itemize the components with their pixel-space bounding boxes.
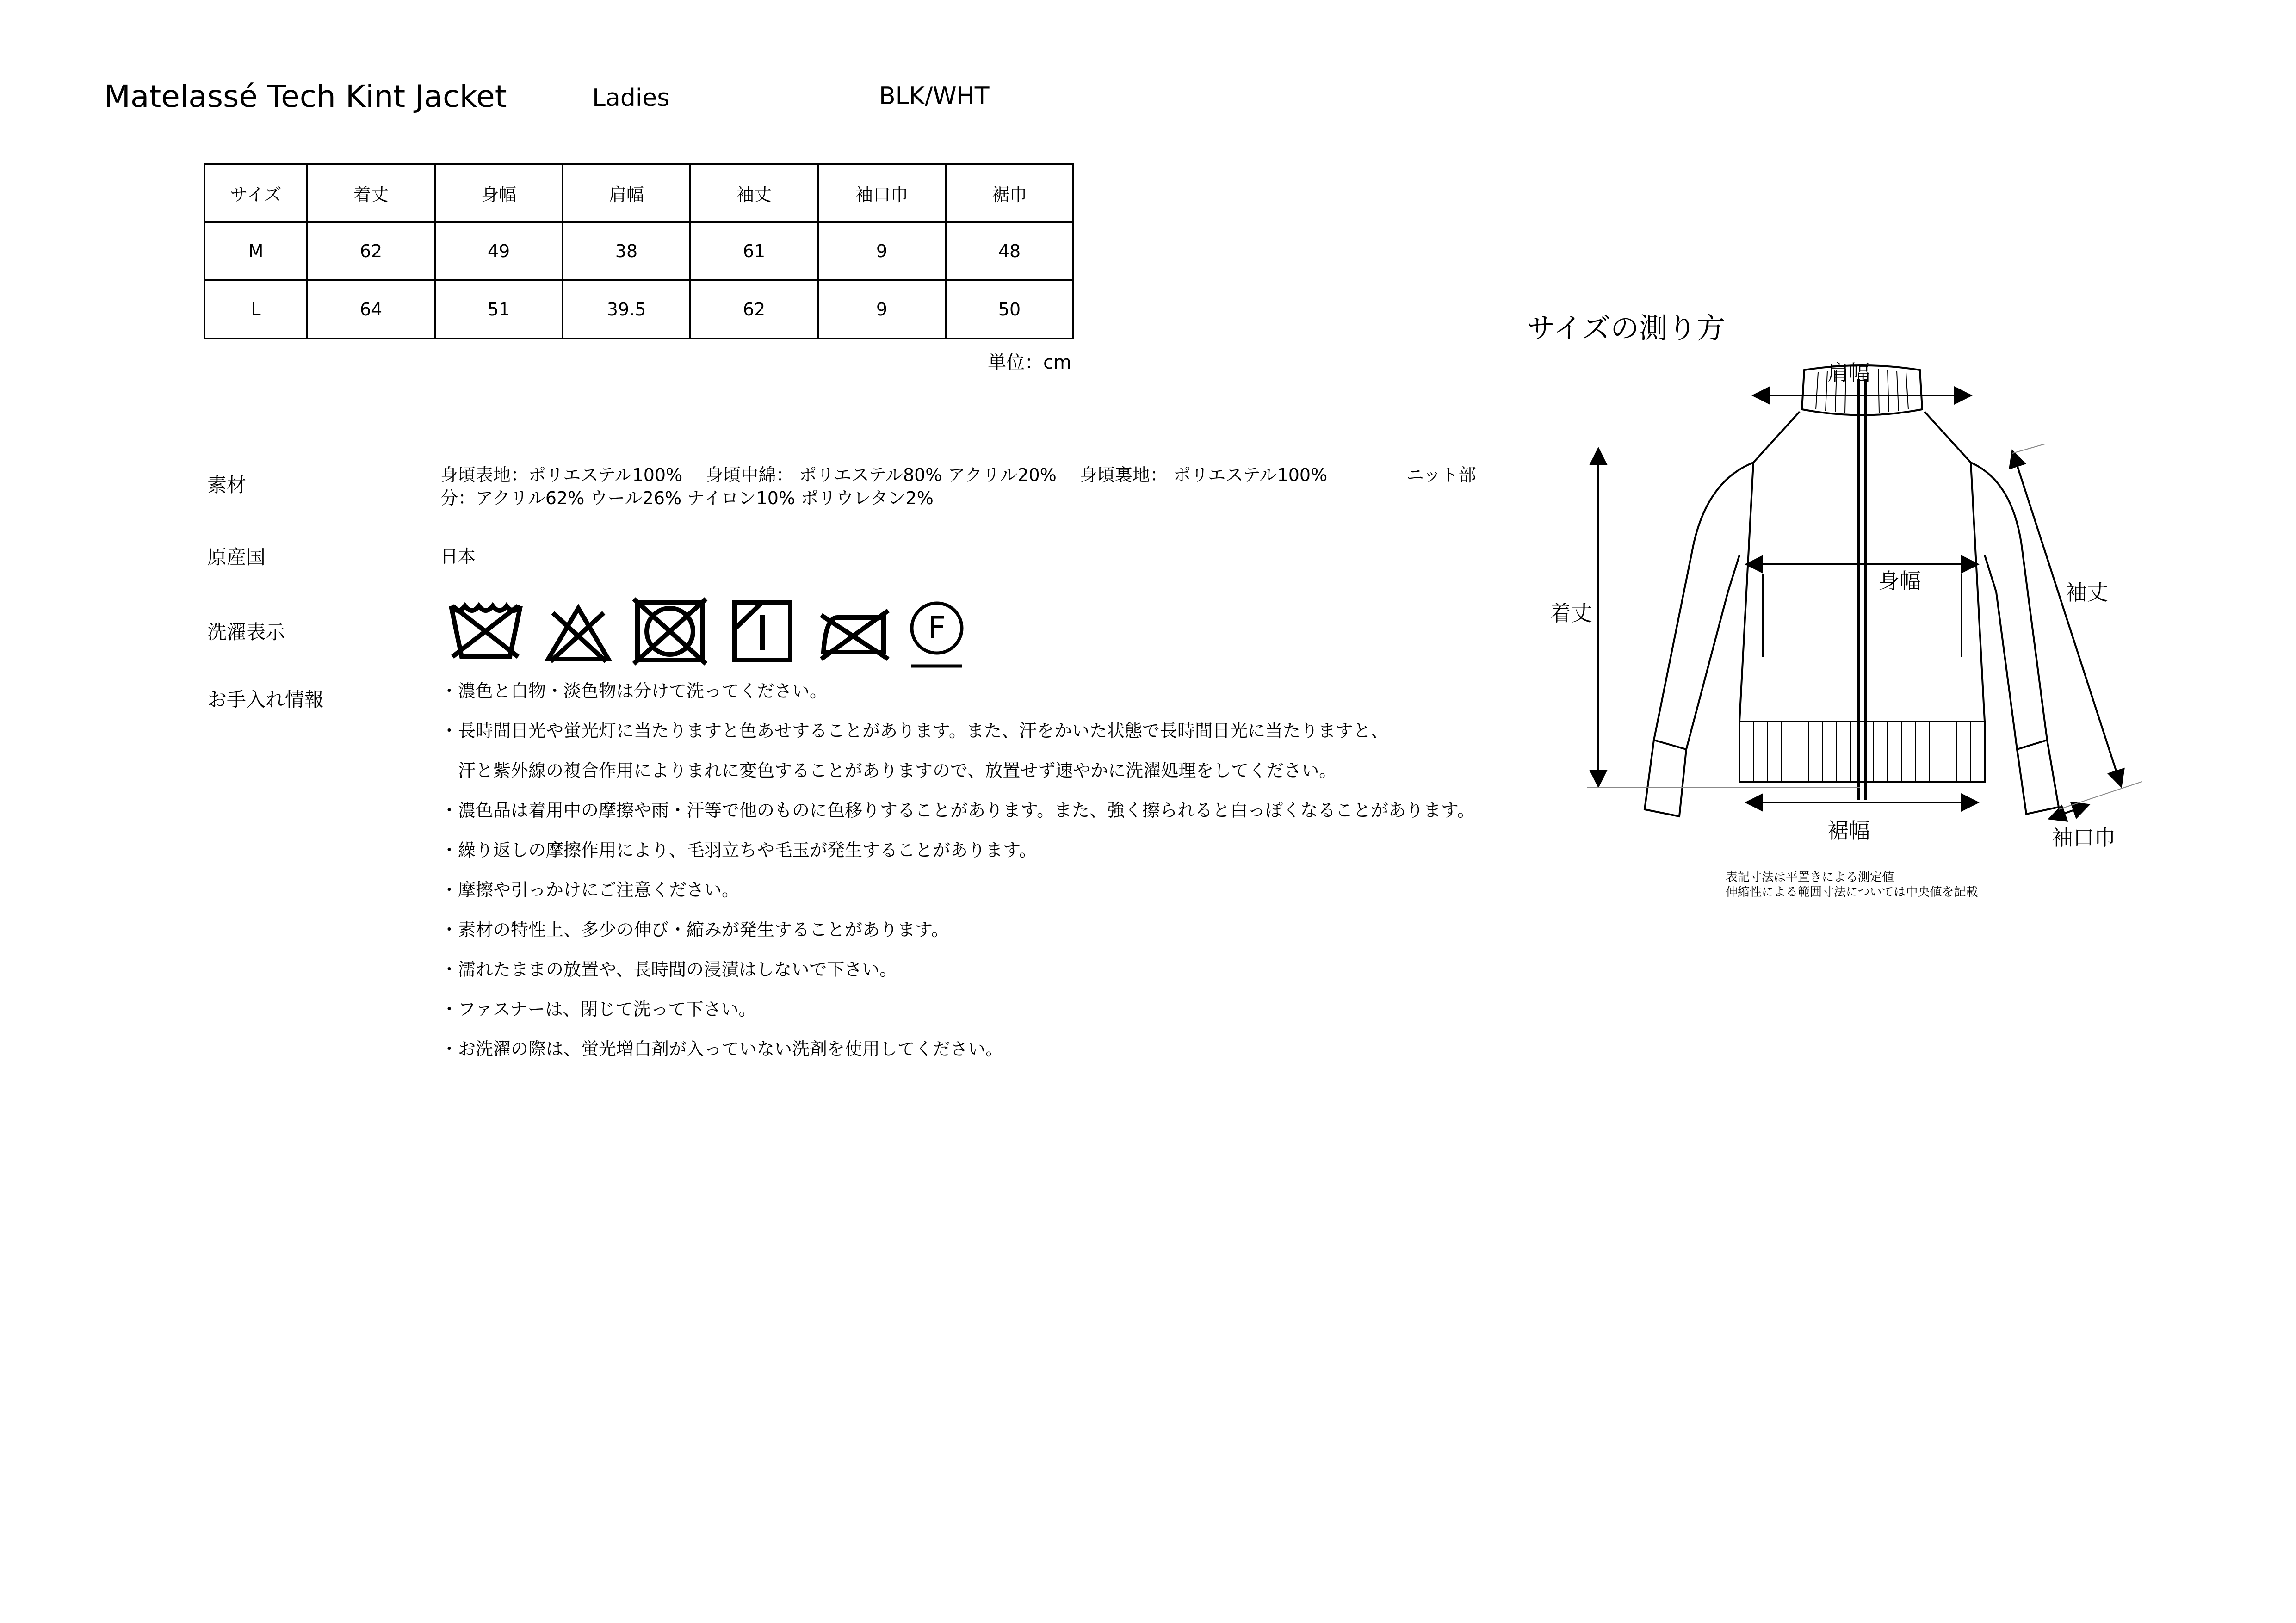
measure-note-2: 伸縮性による範囲寸法については中央値を記載 [1726, 885, 1978, 899]
material-line-2: 分：アクリル62% ウール26% ナイロン10% ポリウレタン2% [440, 488, 934, 508]
wash-symbols [449, 597, 976, 671]
table-cell: 48 [946, 222, 1073, 280]
drip-dry-icon [735, 602, 790, 660]
jacket-outline-icon [1645, 365, 2059, 816]
header-cell: 身幅 [435, 164, 563, 222]
list-item: ・濃色と白物・淡色物は分けて洗ってください。 [440, 681, 828, 701]
measure-note-1: 表記寸法は平置きによる測定値 [1726, 870, 1894, 884]
diagram-title: サイズの測り方 [1527, 311, 1726, 345]
product-title: Matelassé Tech Kint Jacket [104, 79, 507, 114]
material-line-1: 身頃表地：ポリエステル100% 身頃中綿： ポリエステル80% アクリル20% 身頃裏地： ポリエステル100% [440, 465, 1328, 485]
no-tumble-dry-icon [634, 599, 706, 664]
color-label: BLK/WHT [879, 82, 990, 110]
no-bleach-icon [548, 608, 608, 661]
wash-basin-icon [451, 606, 520, 657]
length-label: 着丈 [1550, 601, 1592, 626]
header-cell: 肩幅 [563, 164, 690, 222]
origin-label: 原産国 [207, 546, 266, 568]
table-cell: 38 [563, 222, 690, 280]
table-cell: 49 [435, 222, 563, 280]
list-item: ・繰り返しの摩擦作用により、毛羽立ちや毛玉が発生することがあります。 [440, 840, 1037, 860]
size-table [204, 163, 1074, 339]
no-iron-icon [821, 611, 888, 659]
table-cell: M [204, 222, 307, 280]
list-item: ・ファスナーは、閉じて洗って下さい。 [440, 999, 756, 1019]
rib-lines [1753, 369, 1971, 782]
hem-label: 裾幅 [1827, 818, 1870, 843]
table-cell: 9 [818, 222, 946, 280]
care-label: お手入れ情報 [207, 688, 324, 711]
list-item: 汗と紫外線の複合作用によりまれに変色することがありますので、放置せず速やかに洗濯処理をしてください。 [440, 760, 1337, 781]
header-cell: 袖口巾 [818, 164, 946, 222]
table-cell: 62 [690, 280, 818, 339]
table-header-row [204, 164, 1073, 222]
unit-label: 単位：cm [988, 352, 1071, 373]
material-label: 素材 [207, 474, 247, 496]
sleeve-label: 袖丈 [2066, 580, 2108, 605]
list-item: ・摩擦や引っかけにご注意ください。 [440, 880, 740, 900]
dry-clean-f-icon [911, 603, 962, 666]
body-width-label: 身幅 [1878, 568, 1921, 593]
table-cell: 64 [307, 280, 435, 339]
material-knit-label: ニット部 [1406, 465, 1476, 485]
table-row [204, 222, 1073, 280]
table-cell: 50 [946, 280, 1073, 339]
table-cell: 39.5 [563, 280, 690, 339]
gender-label: Ladies [592, 84, 670, 112]
list-item: ・お洗濯の際は、蛍光増白剤が入っていない洗剤を使用してください。 [440, 1039, 1003, 1059]
header-cell: 着丈 [307, 164, 435, 222]
table-cell: 9 [818, 280, 946, 339]
table-cell: 62 [307, 222, 435, 280]
list-item: ・濡れたままの放置や、長時間の浸漬はしないで下さい。 [440, 959, 897, 980]
header-cell: 袖丈 [690, 164, 818, 222]
wash-label: 洗濯表示 [207, 621, 285, 643]
origin-value: 日本 [440, 546, 476, 567]
care-list [440, 679, 1475, 1077]
list-item: ・素材の特性上、多少の伸び・縮みが発生することがあります。 [440, 919, 949, 940]
header-cell: サイズ [204, 164, 307, 222]
list-item: ・長時間日光や蛍光灯に当たりますと色あせすることがあります。また、汗をかいた状態で長時間日光に当たりますと、 [440, 721, 1388, 741]
table-cell: 51 [435, 280, 563, 339]
table-row [204, 280, 1073, 339]
cuff-label: 袖口巾 [2052, 825, 2116, 850]
table-cell: 61 [690, 222, 818, 280]
header-cell: 裾巾 [946, 164, 1073, 222]
shoulder-label: 肩幅 [1827, 360, 1870, 385]
list-item: ・濃色品は着用中の摩擦や雨・汗等で他のものに色移りすることがあります。また、強く擦られると白っぽくなることがあります。 [440, 800, 1475, 821]
dry-clean-letter: F [928, 610, 946, 646]
table-cell: L [204, 280, 307, 339]
